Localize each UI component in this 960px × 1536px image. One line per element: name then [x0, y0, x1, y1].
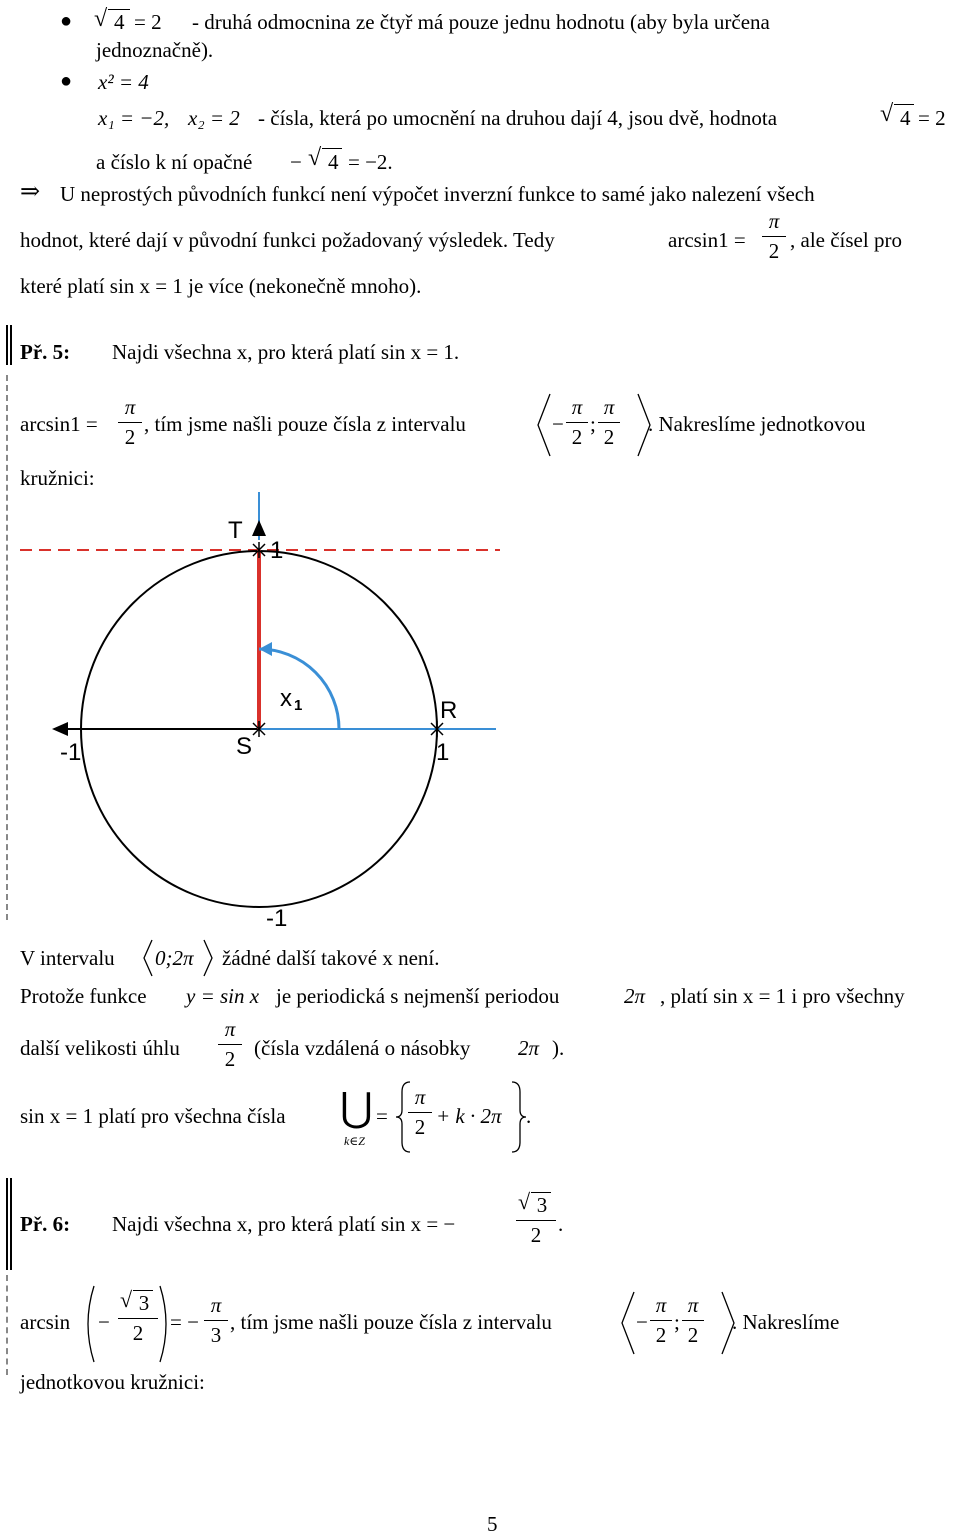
sqrt-sign: √ — [94, 6, 108, 32]
frac-line — [408, 1112, 432, 1113]
frac-num: 3 — [138, 1291, 150, 1315]
frac-den: 2 — [414, 1115, 426, 1139]
page-number: 5 — [487, 1512, 498, 1536]
frac-num: π — [655, 1293, 667, 1317]
x-axis-left-arrow — [52, 722, 68, 736]
label-x-sub: 1 — [294, 697, 303, 714]
frac-den: 2 — [603, 425, 615, 449]
frac-den: 3 — [210, 1323, 222, 1347]
interval-line-b: žádné další takové x není. — [222, 946, 440, 970]
frac-num: π — [224, 1017, 236, 1041]
solution-end: . — [526, 1104, 532, 1128]
frac-num: π — [571, 395, 583, 419]
x1-value: x₁ = −2, — [98, 106, 170, 130]
example-5-after: , tím jsme našli pouze čísla z intervalu — [144, 412, 466, 436]
frac-den: 2 — [655, 1323, 667, 1347]
frac-den: 2 — [132, 1321, 144, 1345]
bullet-text: - druhá odmocnina ze čtyř má pouze jednu hodnotu (aby byla určena — [192, 10, 770, 34]
interval-sep: ; — [674, 1310, 680, 1334]
arcsin-label: arcsin1 = — [20, 412, 98, 436]
solution-line-a: sin x = 1 platí pro všechna čísla — [20, 1104, 286, 1128]
frac-num: π — [414, 1085, 426, 1109]
interval-minus: − — [552, 412, 564, 436]
frac-den: 2 — [687, 1323, 699, 1347]
sqrt-eq: = −2. — [348, 150, 393, 174]
frac-line — [516, 1220, 556, 1221]
frac-num: π — [768, 209, 780, 233]
minus-sign: − — [290, 150, 302, 174]
equation-x-squared: x² = 4 — [98, 70, 149, 94]
bullet-eq: = 2 — [134, 10, 162, 34]
period-eq: y = sin x — [186, 984, 260, 1008]
unit-circle-diagram — [0, 480, 520, 940]
bullet-dot-1: ● — [60, 10, 73, 32]
period-value: 2π — [624, 984, 646, 1008]
angle-line-c: ). — [552, 1036, 565, 1060]
implies-line-3: které platí sin x = 1 je více (nekonečně mnoho). — [20, 274, 422, 298]
frac-den: 2 — [224, 1047, 236, 1071]
implies-icon: ⇒ — [20, 179, 41, 205]
angle-arc — [259, 649, 339, 729]
angle-line-b: (čísla vzdálená o násobky — [254, 1036, 471, 1060]
label-1-right: 1 — [436, 739, 450, 766]
frac-num: π — [603, 395, 615, 419]
interval-0-2pi: 0;2π — [155, 946, 194, 970]
interval-line-a: V intervalu — [20, 946, 115, 970]
union-sub: k∈Z — [344, 1134, 365, 1148]
label-1-top: 1 — [270, 537, 284, 564]
example-5-after2: . Nakreslíme jednotkovou — [648, 412, 866, 436]
sqrt-sign: √ — [880, 101, 894, 127]
sqrt-eq: = 2 — [918, 106, 946, 130]
example-6-after2: . Nakreslíme — [732, 1310, 840, 1334]
label-x: x — [280, 685, 292, 712]
frac-den: 2 — [571, 425, 583, 449]
x2-value: x₂ = 2 — [188, 106, 240, 130]
angle-line-a: další velikosti úhlu — [20, 1036, 180, 1060]
union-symbol: ⋃ — [340, 1085, 373, 1131]
example-6-task: Najdi všechna x, pro která platí sin x = − — [112, 1212, 456, 1236]
frac-line — [598, 422, 620, 423]
example-5-line2: kružnici: — [20, 466, 95, 490]
frac-line — [204, 1320, 228, 1321]
margin-bar — [6, 325, 8, 365]
margin-bar — [6, 1178, 8, 1270]
frac-num: π — [124, 395, 136, 419]
sqrt-overline — [322, 148, 342, 149]
arcsin-label: arcsin1 = — [668, 228, 746, 252]
example-6-after: , tím jsme našli pouze čísla z intervalu — [230, 1310, 552, 1334]
frac-num: π — [687, 1293, 699, 1317]
label-minus1-bottom: -1 — [266, 905, 288, 932]
frac-num: 3 — [536, 1193, 548, 1217]
roots-text: - čísla, která po umocnění na druhou dají 4, jsou dvě, hodnota — [258, 106, 778, 130]
implies-line-2b: , ale čísel pro — [790, 228, 902, 252]
opposite-text: a číslo k ní opačné — [96, 150, 253, 174]
example-6-label: Př. 6: — [20, 1212, 71, 1236]
period-line-c: , platí sin x = 1 i pro všechny — [660, 984, 905, 1008]
period-line-b: je periodická s nejmenší periodou — [276, 984, 560, 1008]
label-S: S — [236, 733, 253, 760]
label-minus1-left: -1 — [60, 739, 82, 766]
label-R: R — [440, 697, 458, 724]
sqrt-radicand: 4 — [114, 10, 125, 34]
example-6-end: . — [558, 1212, 564, 1236]
example-6-line2: jednotkovou kružnici: — [20, 1370, 205, 1394]
y-axis-arrow — [252, 520, 266, 536]
margin-bar — [10, 325, 12, 365]
frac-line — [218, 1044, 242, 1045]
period-line-a: Protože funkce — [20, 984, 147, 1008]
sqrt-radicand: 4 — [900, 106, 911, 130]
arcsin-label: arcsin — [20, 1310, 71, 1334]
frac-line — [650, 1320, 672, 1321]
frac-line — [118, 422, 142, 423]
frac-den: 2 — [124, 425, 136, 449]
label-T: T — [228, 517, 243, 544]
bullet-text-cont: jednoznačně). — [96, 38, 214, 62]
margin-dashed-bar — [6, 1275, 8, 1375]
implies-line-2a: hodnot, které dají v původní funkci požadovaný výsledek. Tedy — [20, 228, 555, 252]
frac-den: 2 — [530, 1223, 542, 1247]
sqrt-sign: √ — [120, 1287, 133, 1312]
arcsin-minus: − — [98, 1310, 110, 1334]
sqrt-sign: √ — [518, 1189, 531, 1214]
sqrt-radicand: 4 — [328, 150, 339, 174]
example-5-label: Př. 5: — [20, 340, 71, 364]
margin-bar — [10, 1178, 12, 1270]
frac-line — [682, 1320, 704, 1321]
implies-line-1: U neprostých původních funkcí není výpočet inverzní funkce to samé jako nalezení všech — [60, 182, 815, 206]
frac-line — [118, 1318, 158, 1319]
solution-rest: + k · 2π — [436, 1104, 502, 1128]
bullet-dot-2: ● — [60, 70, 73, 92]
sqrt-overline — [894, 104, 914, 105]
frac-line — [566, 422, 588, 423]
sqrt-sign: √ — [308, 145, 322, 171]
solution-eq: = — [376, 1104, 388, 1128]
frac-den: 2 — [768, 239, 780, 263]
interval-minus: − — [636, 1310, 648, 1334]
interval-sep: ; — [590, 412, 596, 436]
arcsin-eq: = − — [170, 1310, 199, 1334]
frac-num: π — [210, 1293, 222, 1317]
frac-line — [762, 236, 786, 237]
angle-mult: 2π — [518, 1036, 540, 1060]
example-5-task: Najdi všechna x, pro která platí sin x = 1. — [112, 340, 460, 364]
